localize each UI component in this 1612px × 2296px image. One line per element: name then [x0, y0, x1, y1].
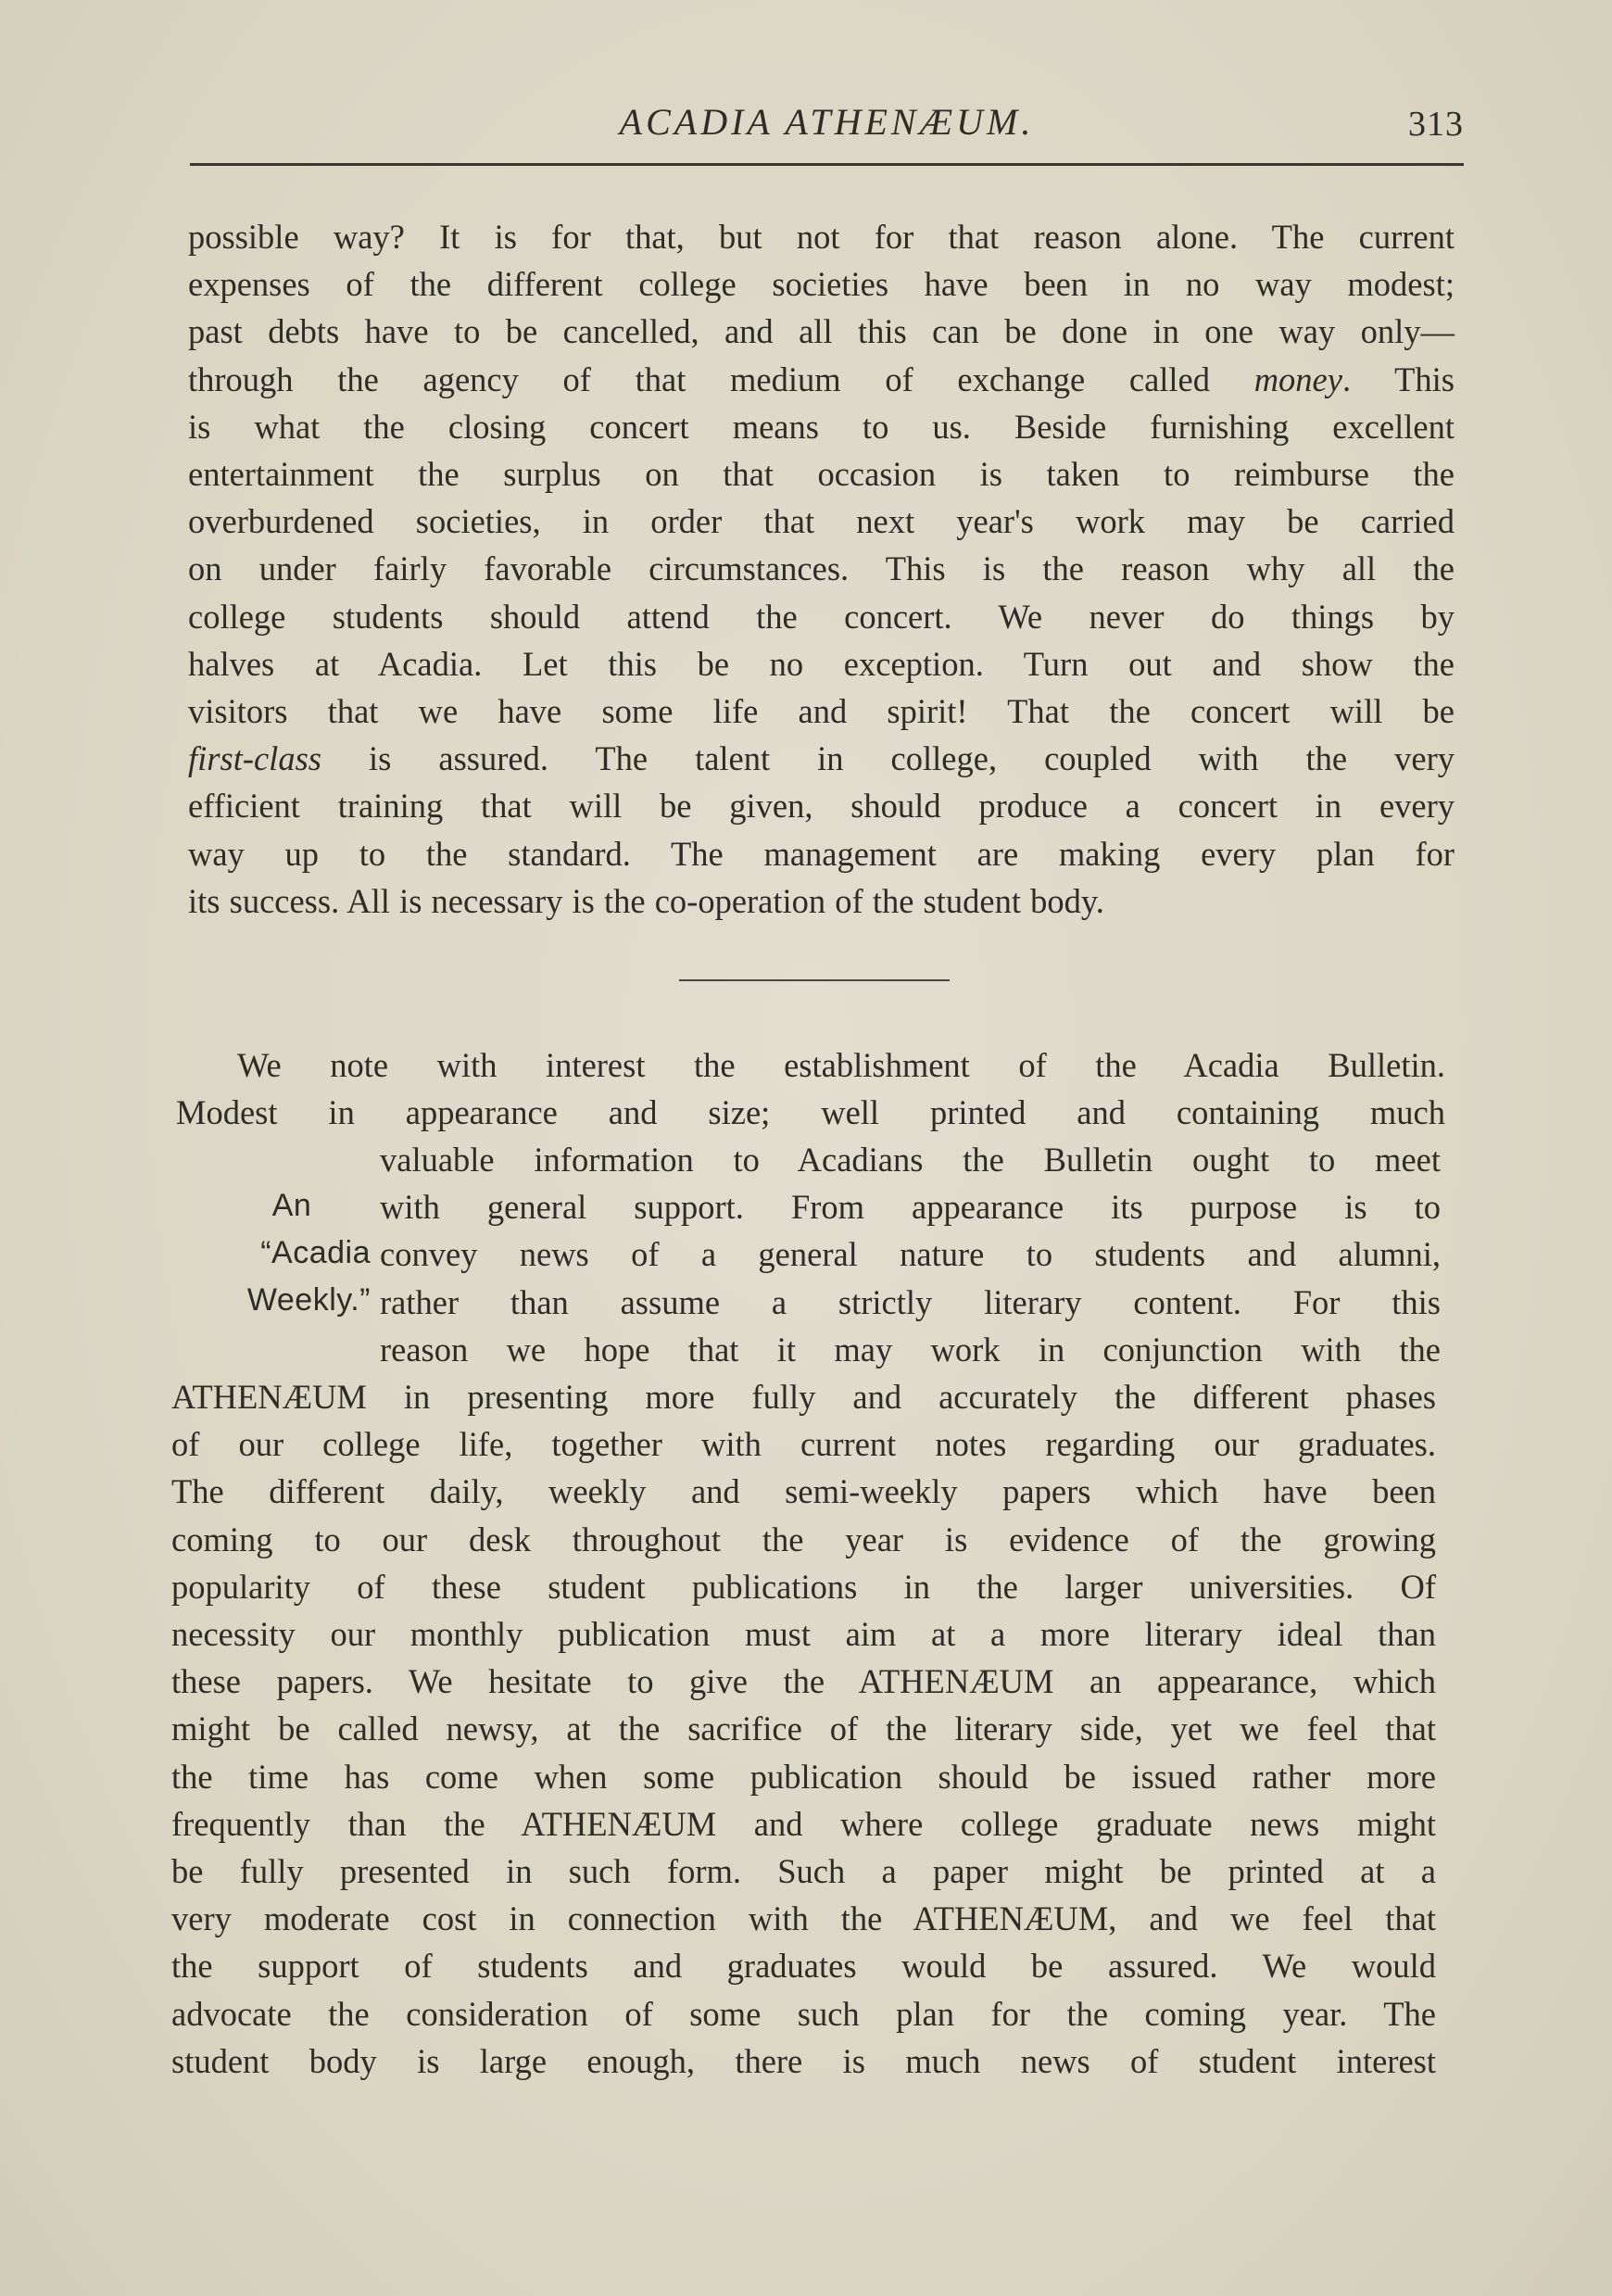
text-line: on under fairly favorable circumstances. This is the reason why all the	[188, 549, 1455, 588]
side-heading-line: “Acadia	[260, 1235, 371, 1271]
header-rule	[190, 163, 1464, 166]
text-fragment: through the agency of that medium of exchange called	[188, 360, 1254, 398]
text-line: overburdened societies, in order that next year's work may be carried	[188, 502, 1455, 541]
text-line: The different daily, weekly and semi-weekly papers which have been	[171, 1472, 1436, 1511]
text-line: halves at Acadia. Let this be no exception. Turn out and show the	[188, 644, 1455, 683]
text-line: Modest in appearance and size; well printed and containing much	[176, 1093, 1445, 1132]
text-line: might be called newsy, at the sacrifice of the literary side, yet we feel that	[171, 1709, 1436, 1748]
text-line: student body is large enough, there is much news of student interest	[171, 2041, 1436, 2080]
text-line: expenses of the different college societies have been in no way modest;	[188, 265, 1455, 304]
text-line: is what the closing concert means to us. Beside furnishing excellent	[188, 407, 1455, 446]
running-head	[190, 100, 1464, 152]
text-line-with-italic	[188, 735, 1455, 782]
text-line: of our college life, together with current notes regarding our graduates.	[171, 1425, 1436, 1464]
text-line: rather than assume a strictly literary content. For this	[380, 1282, 1441, 1321]
text-line: past debts have to be cancelled, and all this can be done in one way only—	[188, 312, 1455, 351]
text-line: coming to our desk throughout the year is evidence of the growing	[171, 1520, 1436, 1558]
paragraph-bulletin-intro	[176, 1041, 1445, 1136]
text-fragment: . This	[1341, 360, 1455, 398]
text-line: these papers. We hesitate to give the ATHENÆUM an appearance, which	[171, 1662, 1436, 1701]
italic-word: money	[1253, 360, 1342, 398]
text-line: visitors that we have some life and spirit! That the concert will be	[188, 692, 1455, 731]
text-line: necessity our monthly publication must aim at a more literary ideal than	[171, 1615, 1436, 1654]
text-line: efficient training that will be given, should produce a concert in every	[188, 787, 1455, 826]
text-line: We note with interest the establishment of the Acadia Bulletin.	[237, 1046, 1445, 1084]
paragraph-bulletin-rest	[171, 1373, 1436, 2085]
text-line: reason we hope that it may work in conjunction with the	[380, 1330, 1441, 1369]
side-heading	[176, 1182, 371, 1325]
text-line: popularity of these student publications in the larger universities. Of	[171, 1567, 1436, 1606]
text-line: convey news of a general nature to students and alumni,	[380, 1235, 1441, 1274]
text-line: advocate the consideration of some such plan for the coming year. The	[171, 1994, 1436, 2033]
text-line: way up to the standard. The management are making every plan for	[188, 834, 1455, 873]
text-line: frequently than the ATHENÆUM and where college graduate news might	[171, 1804, 1436, 1843]
running-title: ACADIA ATHENÆUM.	[619, 101, 1035, 143]
text-line: the support of students and graduates would be assured. We would	[171, 1947, 1436, 1986]
page-number: 313	[1408, 105, 1464, 144]
text-fragment: is assured. The talent in college, coupled with the very	[321, 739, 1455, 778]
text-line: be fully presented in such form. Such a paper might be printed at a	[171, 1852, 1436, 1891]
paragraph-closing-concert	[188, 213, 1455, 925]
italic-word: first-class	[188, 739, 321, 778]
side-heading-line: Weekly.”	[246, 1282, 371, 1318]
side-heading-line: An	[271, 1188, 312, 1223]
text-line: ATHENÆUM in presenting more fully and accurately the different phases	[171, 1378, 1436, 1416]
text-line: valuable information to Acadians the Bulletin ought to meet	[380, 1141, 1441, 1179]
text-line: entertainment the surplus on that occasion is taken to reimburse the	[188, 455, 1455, 494]
text-line: college students should attend the concert. We never do things by	[188, 597, 1455, 636]
paragraph-bulletin-indented	[380, 1136, 1441, 1373]
text-line-with-italic	[188, 356, 1455, 403]
text-line: very moderate cost in connection with the ATHENÆUM, and we feel that	[171, 1899, 1436, 1938]
text-line: its success. All is necessary is the co-operation of the student body.	[188, 881, 1104, 920]
text-line: the time has come when some publication should be issued rather more	[171, 1757, 1436, 1796]
section-divider	[679, 979, 950, 981]
text-line: with general support. From appearance its purpose is to	[380, 1188, 1441, 1227]
text-line: possible way? It is for that, but not for that reason alone. The current	[188, 218, 1455, 256]
